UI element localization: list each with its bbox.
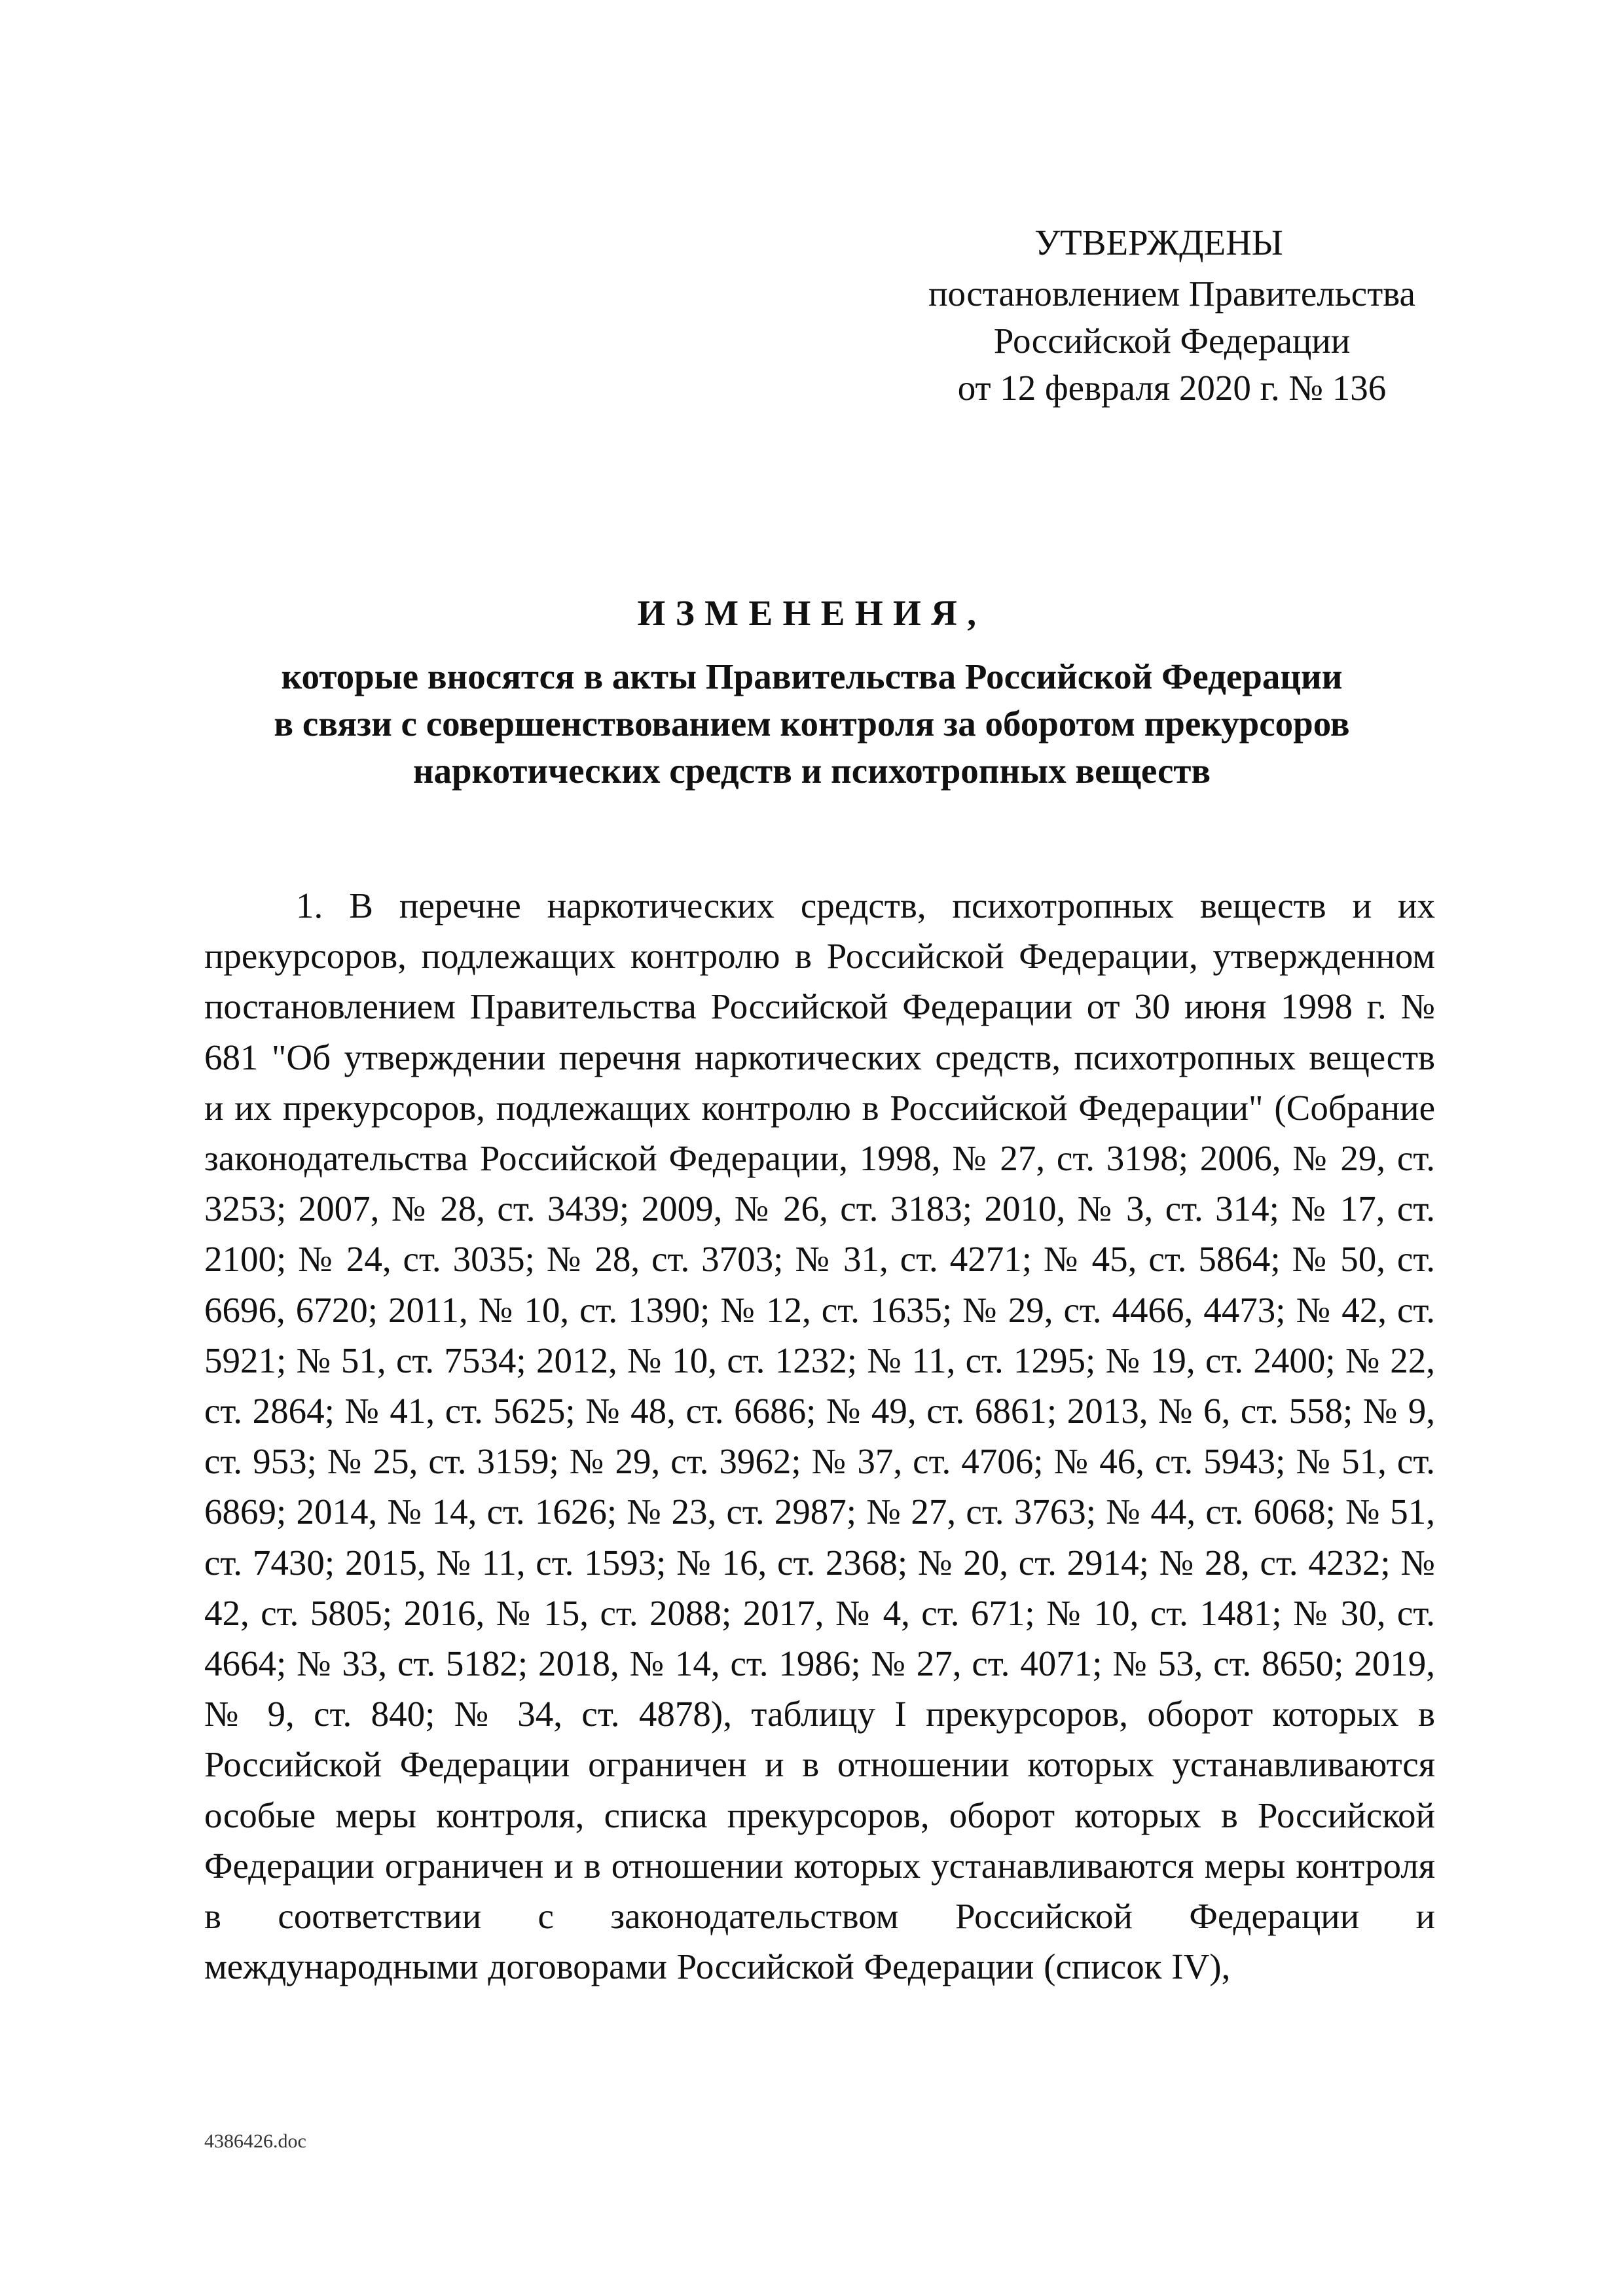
body-paragraph-1: 1. В перечне наркотических средств, психотропных веществ и их прекурсоров, подлежащих контролю в Российской Федерации, утвержденном постановлением Правительства Российской Федерации от 30 июня 1998 г. № 681 "Об утверждении перечня наркотических средств, психотропных веществ и их прекурсоров, подлежащих контролю в Российской Федерации" (Собрание законодательства Российской Федерации, 1998, № 27, ст. 3198; 2006, № 29, ст. 3253; 2007, № 28, ст. 3439; 2009, № 26, ст. 3183; 2010, № 3, ст. 314; № 17, ст. 2100; № 24, ст. 3035; № 28, ст. 3703; № 31, ст. 4271; № 45, ст. 5864; № 50, ст. 6696, 6720; 2011, № 10, ст. 1390; № 12, ст. 1635; № 29, ст. 4466, 4473; № 42, ст. 5921; № 51, ст. 7534; 2012, № 10, ст. 1232; № 11, ст. 1295; № 19, ст. 2400; № 22, ст. 2864; № 41, ст. 5625; № 48, ст. 6686; № 49, ст. 6861; 2013, № 6, ст. 558; № 9, ст. 953; № 25, ст. 3159; № 29, ст. 3962; № 37, ст. 4706; № 46, ст. 5943; № 51, ст. 6869; 2014, № 14, ст. 1626; № 23, ст. 2987; № 27, ст. 3763; № 44, ст. 6068; № 51, ст. 7430; 2015, № 11, ст. 1593; № 16, ст. 2368; № 20, ст. 2914; № 28, ст. 4232; № 42, ст. 5805; 2016, № 15, ст. 2088; 2017, № 4, ст. 671; № 10, ст. 1481; № 30, ст. 4664; № 33, ст. 5182; 2018, № 14, ст. 1986; № 27, ст. 4071; № 53, ст. 8650; 2019, № 9, ст. 840; № 34, ст. 4878), таблицу I прекурсоров, оборот которых в Российской Федерации ограничен и в отношении которых устанавливаются особые меры контроля, списка прекурсоров, оборот которых в Российской Федерации ограничен и в отношении которых устанавливаются меры контроля в соответствии с законодательством Российской Федерации и международными договорами Российской Федерации (список IV), xyxy=(204,886,1435,1987)
subtitle-line-3: наркотических средств и психотропных веществ xyxy=(412,751,1211,791)
footer-filename: 4386426.doc xyxy=(204,2130,306,2152)
approval-heading: УТВЕРЖДЕНЫ xyxy=(1034,223,1283,262)
approval-line-government: Российской Федерации xyxy=(993,321,1351,361)
document-title: ИЗМЕНЕНИЯ, xyxy=(637,593,987,633)
subtitle-line-1: которые вносятся в акты Правительства Российской Федерации xyxy=(281,656,1343,696)
approval-line-decree: постановлением Правительства xyxy=(928,274,1415,314)
subtitle-line-2: в связи с совершенствованием контроля за оборотом прекурсоров xyxy=(274,704,1350,744)
approval-line-date-number: от 12 февраля 2020 г. № 136 xyxy=(957,368,1387,408)
approval-block xyxy=(890,219,1453,412)
document-heading xyxy=(196,592,1427,795)
